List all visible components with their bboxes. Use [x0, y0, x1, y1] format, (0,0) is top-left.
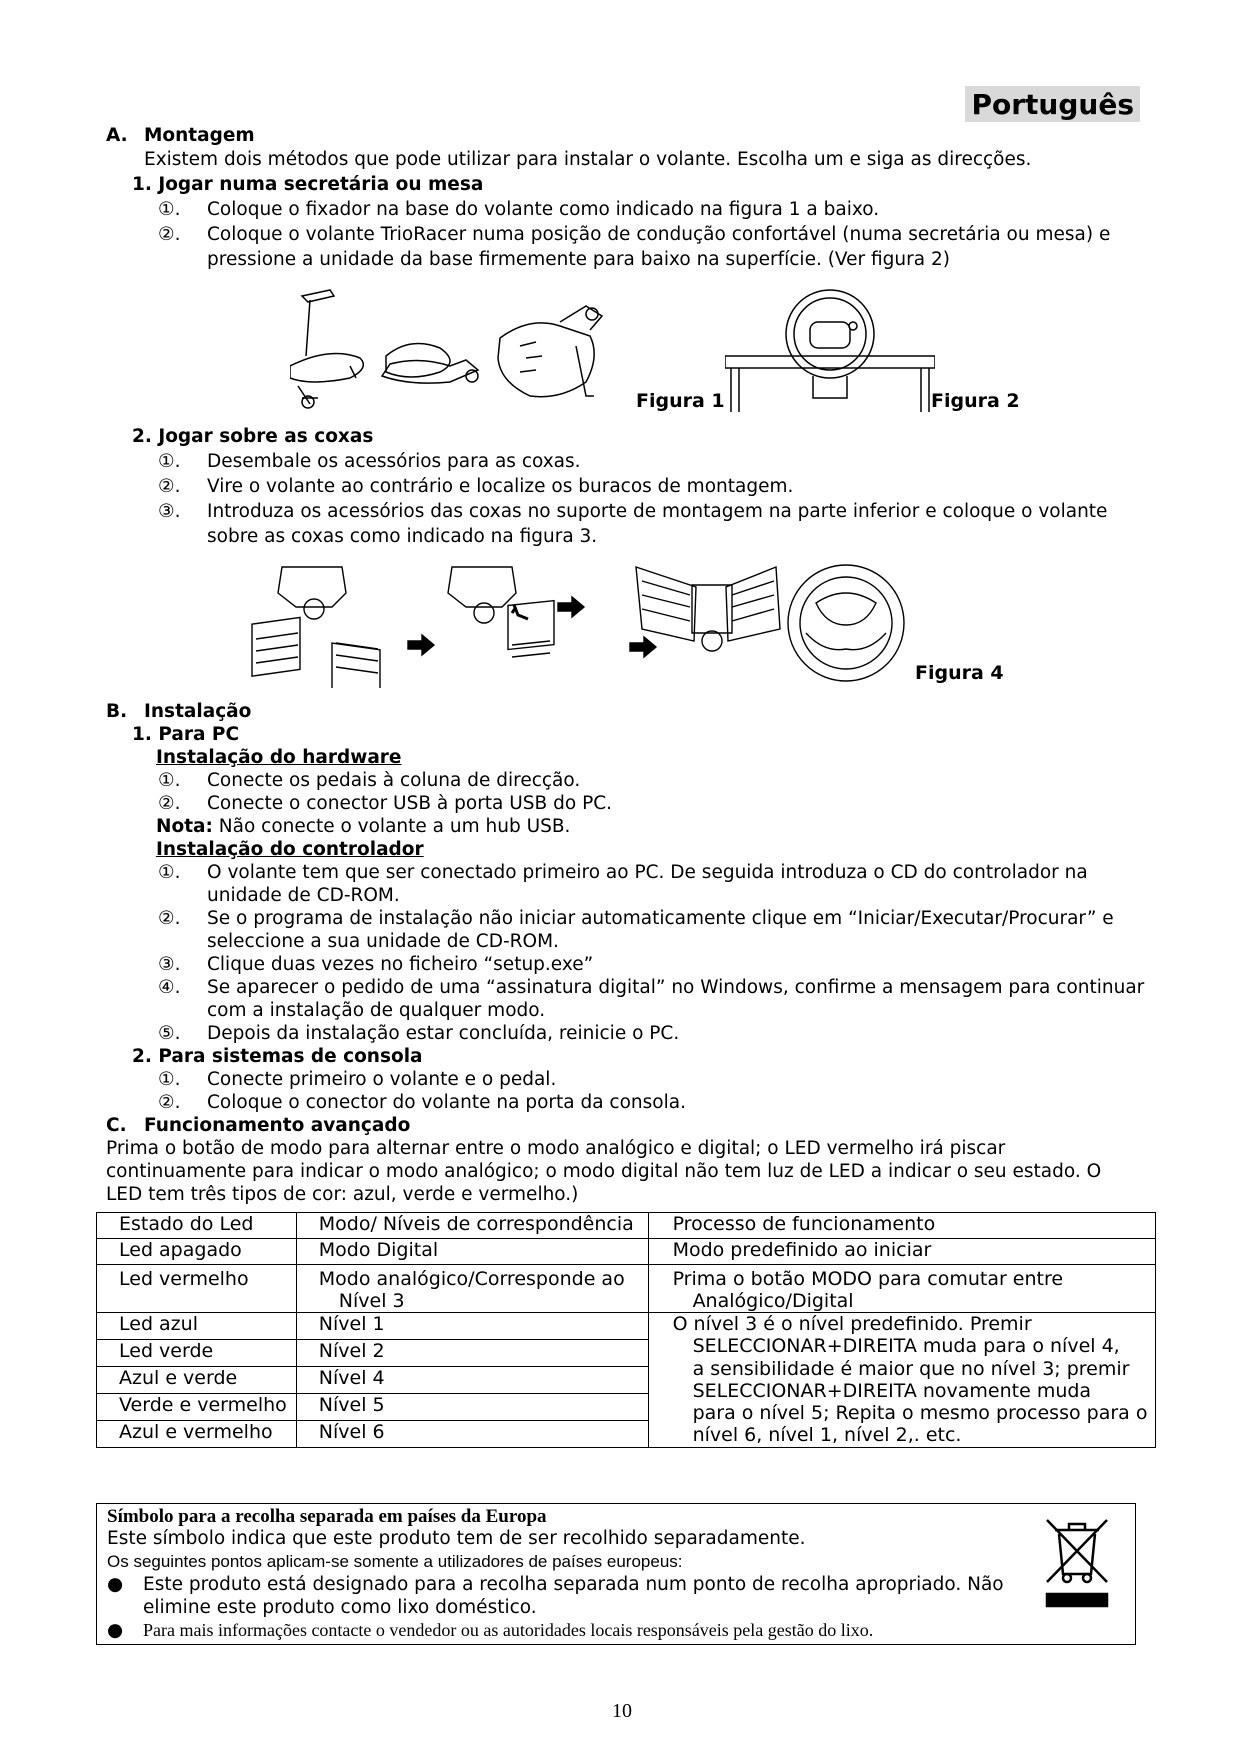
step-text: Introduza os acessórios das coxas no suporte de montagem na parte inferior e coloque o volante: [207, 501, 1108, 522]
step-number: ②.: [158, 1092, 181, 1113]
section-a-intro: Existem dois métodos que pode utilizar para instalar o volante. Escolha um e siga as direcções.: [144, 149, 1032, 170]
table-header-cell: Processo de funcionamento: [648, 1213, 1155, 1239]
subsection-lap-title: 2. Jogar sobre as coxas: [132, 426, 374, 447]
crossed-out-bin-icon: [1037, 1512, 1117, 1612]
hardware-install-title: Instalação do hardware: [156, 747, 402, 768]
step-text: com a instalação de qualquer modo.: [207, 1000, 546, 1021]
section-c-title: Funcionamento avançado: [144, 1115, 411, 1136]
table-cell: Led vermelho: [97, 1265, 297, 1313]
step-text: Vire o volante ao contrário e localize os buracos de montagem.: [207, 476, 794, 497]
table-cell: Led apagado: [97, 1239, 297, 1265]
table-cell-line: Prima o botão MODO para comutar entre: [672, 1268, 1064, 1290]
step-text: sobre as coxas como indicado na figura 3.: [207, 526, 598, 547]
table-header-row: [97, 1213, 1156, 1239]
table-cell: Azul e vermelho: [97, 1420, 297, 1447]
step-number: ①.: [158, 770, 181, 791]
step-number: ③.: [158, 501, 181, 522]
table-cell-line: Analógico/Digital: [692, 1290, 854, 1312]
step-number: ②.: [158, 224, 181, 245]
table-cell-line: O nível 3 é o nível predefinido. Premir: [672, 1313, 1032, 1335]
step-text: Depois da instalação estar concluída, reinicie o PC.: [207, 1023, 680, 1044]
step-text: pressione a unidade da base firmemente para baixo na superfície. (Ver figura 2): [207, 249, 950, 270]
table-cell-line: Modo analógico/Corresponde ao: [318, 1268, 625, 1290]
table-cell: Modo predefinido ao iniciar: [648, 1239, 1155, 1265]
table-cell: [296, 1265, 648, 1313]
bullet: ●: [107, 1574, 124, 1595]
section-a-title: Montagem: [144, 125, 255, 146]
step-number: ②.: [158, 793, 181, 814]
table-cell: Nível 1: [296, 1313, 648, 1340]
table-cell: Modo Digital: [296, 1239, 648, 1265]
figure-1-illustration: [290, 286, 630, 416]
table-cell: Azul e verde: [97, 1366, 297, 1393]
table-cell: Led azul: [97, 1313, 297, 1340]
figure-2-label: Figura 2: [931, 390, 1020, 412]
table-cell-line: SELECCIONAR+DIREITA novamente muda: [692, 1379, 1092, 1402]
step-number: ①.: [158, 862, 181, 883]
step-number: ④.: [158, 977, 181, 998]
table-row: [97, 1239, 1156, 1265]
weee-bullet-text: elimine este produto como lixo doméstico.: [143, 1597, 537, 1618]
led-status-table: [96, 1212, 1156, 1448]
step-number: ③.: [158, 954, 181, 975]
table-cell-line: Nível 3: [338, 1290, 405, 1312]
page-number: 10: [612, 1700, 632, 1722]
table-cell-line: a sensibilidade é maior que no nível 3; premir: [692, 1357, 1130, 1380]
step-text: Desembale os acessórios para as coxas.: [207, 451, 581, 472]
table-cell: [648, 1265, 1155, 1313]
section-a-letter: A.: [106, 125, 128, 146]
step-number: ②.: [158, 476, 181, 497]
lap-mount-illustration: [246, 563, 906, 688]
weee-line: Os seguintes pontos aplicam-se somente a utilizadores de países europeus:: [107, 1552, 683, 1571]
step-text: O volante tem que ser conectado primeiro ao PC. De seguida introduza o CD do controlador na: [207, 862, 1088, 883]
section-b-letter: B.: [106, 701, 128, 722]
section-c-paragraph: LED tem três tipos de cor: azul, verde e vermelho.): [106, 1184, 579, 1205]
subsection-console-title: 2. Para sistemas de consola: [132, 1046, 423, 1067]
step-text: seleccione a sua unidade de CD-ROM.: [207, 931, 559, 952]
section-b-title: Instalação: [144, 701, 252, 722]
note: [156, 816, 570, 837]
table-cell: Led verde: [97, 1339, 297, 1366]
step-number: ①.: [158, 199, 181, 220]
section-c-letter: C.: [106, 1115, 127, 1136]
weee-line: Este símbolo indica que este produto tem de ser recolhido separadamente.: [107, 1528, 806, 1549]
driver-install-title: Instalação do controlador: [156, 839, 424, 860]
table-row: [97, 1265, 1156, 1313]
table-cell-line: para o nível 5; Repita o mesmo processo para o: [692, 1402, 1148, 1425]
table-cell-line: nível 6, nível 1, nível 2,. etc.: [692, 1424, 962, 1447]
figure-2-illustration: [725, 284, 935, 412]
table-cell: Nível 2: [296, 1339, 648, 1366]
table-cell: Nível 4: [296, 1366, 648, 1393]
step-number: ①.: [158, 451, 181, 472]
step-text: Conecte primeiro o volante e o pedal.: [207, 1069, 557, 1090]
bullet: ●: [107, 1620, 124, 1641]
note-label: Nota:: [156, 816, 213, 837]
step-text: Conecte o conector USB à porta USB do PC.: [207, 793, 613, 814]
step-text: Conecte os pedais à coluna de direcção.: [207, 770, 581, 791]
step-text: unidade de CD-ROM.: [207, 885, 400, 906]
step-text: Coloque o volante TrioRacer numa posição de condução confortável (numa secretária ou mesa) e: [207, 224, 1111, 245]
weee-title: Símbolo para a recolha separada em países da Europa: [107, 1506, 547, 1527]
step-text: Clique duas vezes no ficheiro “setup.exe”: [207, 954, 594, 975]
table-cell-merged: [648, 1313, 1155, 1448]
step-text: Coloque o conector do volante na porta da consola.: [207, 1092, 686, 1113]
subsection-desk-title: 1. Jogar numa secretária ou mesa: [132, 174, 484, 195]
step-text: Coloque o fixador na base do volante como indicado na figura 1 a baixo.: [207, 199, 880, 220]
table-cell-line: SELECCIONAR+DIREITA muda para o nível 4,: [692, 1335, 1120, 1358]
step-text: Se aparecer o pedido de uma “assinatura digital” no Windows, confirme a mensagem para continuar: [207, 977, 1145, 998]
weee-notice-box: [96, 1503, 1136, 1645]
figure-4-label: Figura 4: [915, 662, 1004, 684]
table-header-cell: Modo/ Níveis de correspondência: [296, 1213, 648, 1239]
figure-1-label: Figura 1: [636, 390, 725, 412]
step-number: ②.: [158, 908, 181, 929]
section-c-paragraph: Prima o botão de modo para alternar entre o modo analógico e digital; o LED vermelho irá piscar: [106, 1138, 1006, 1159]
subsection-pc-title: 1. Para PC: [132, 724, 240, 745]
table-header-cell: Estado do Led: [97, 1213, 297, 1239]
weee-bullet-text: Para mais informações contacte o vendedor ou as autoridades locais responsáveis pela gestão do lixo.: [143, 1620, 874, 1640]
table-cell: Nível 5: [296, 1393, 648, 1420]
step-number: ①.: [158, 1069, 181, 1090]
weee-bullet-text: Este produto está designado para a recolha separada num ponto de recolha apropriado. Não: [143, 1574, 1004, 1595]
language-title: Português: [965, 86, 1140, 122]
table-cell: Verde e vermelho: [97, 1393, 297, 1420]
section-c-paragraph: continuamente para indicar o modo analógico; o modo digital não tem luz de LED a indicar o seu estado. O: [106, 1161, 1102, 1182]
step-text: Se o programa de instalação não iniciar automaticamente clique em “Iniciar/Executar/Procurar” e: [207, 908, 1114, 929]
note-text: Não conecte o volante a um hub USB.: [212, 816, 571, 837]
table-row: [97, 1313, 1156, 1340]
step-number: ⑤.: [158, 1023, 181, 1044]
table-cell: Nível 6: [296, 1420, 648, 1447]
